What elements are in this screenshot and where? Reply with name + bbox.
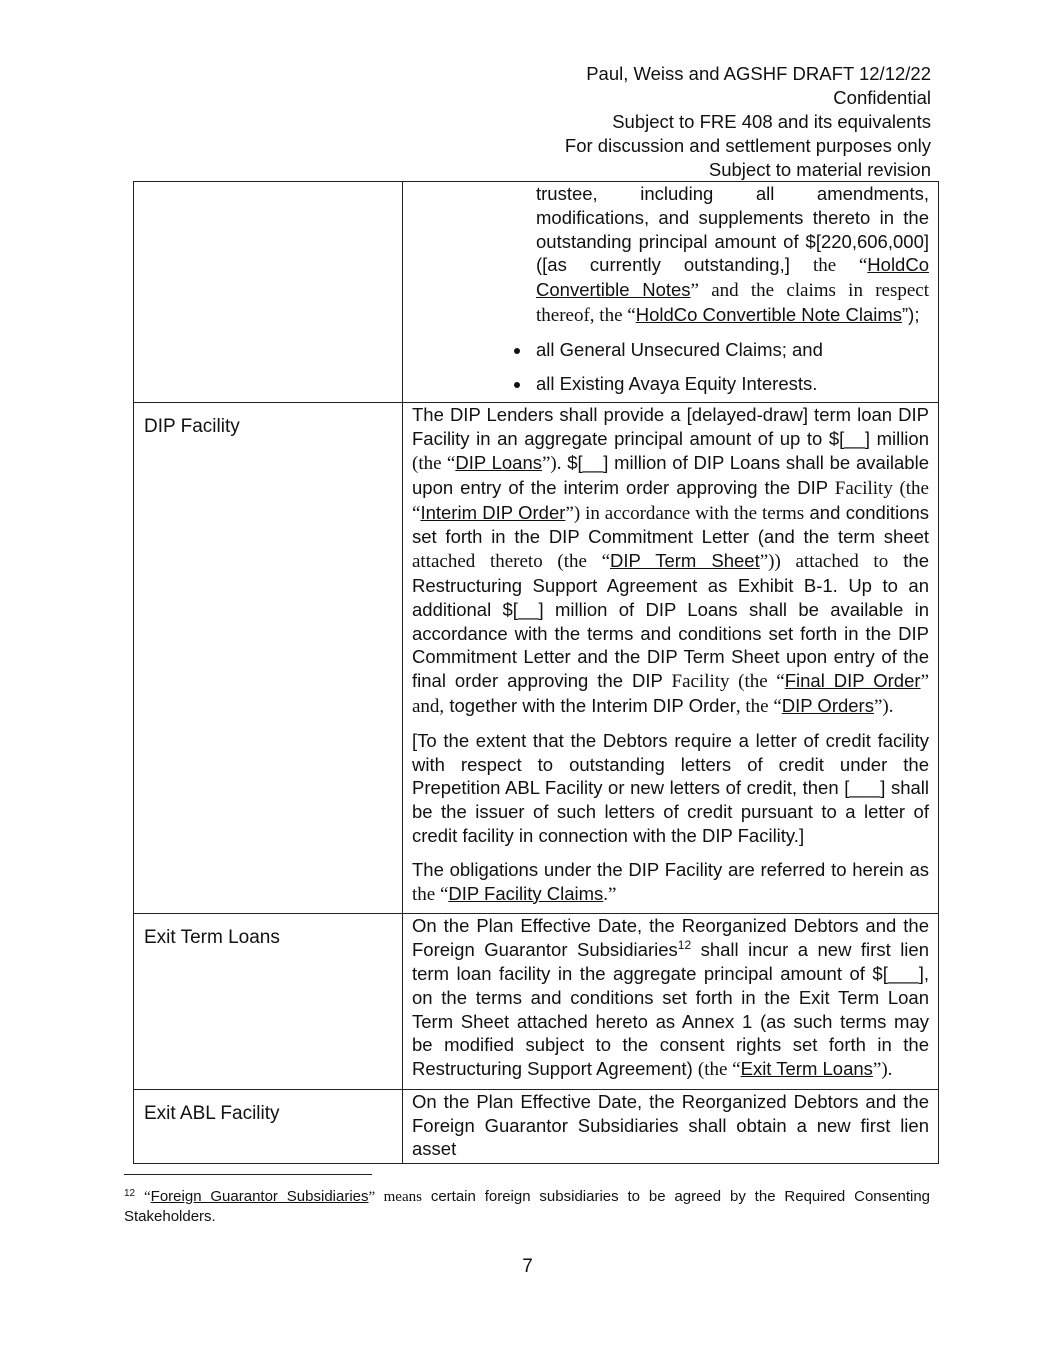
dip-paragraph-1: The DIP Lenders shall provide a [delayed-draw] term loan DIP Facility in an aggregate principal amount of up to $[__] million (the “DIP Loans”). $[__] million of DIP Loans shall be available upon entry of the interim order approving the DIP Facility (the “Interim DIP Order”) in accordance with the terms and conditions set forth in the DIP Commitment Letter (and the term sheet attached thereto (the “DIP Term Sheet”)) attached to the Restructuring Support Agreement as Exhibit B-1. Up to an additional $[__] million of DIP Loans shall be available in accordance with the terms and conditions set forth in the DIP Commitment Letter and the DIP Term Sheet upon entry of the final order approving the DIP Facility (the “Final DIP Order” and, together with the Interim DIP Order, the “DIP Orders”). [412,404,930,717]
footnote-divider [124,1174,372,1175]
term-sheet-table [133,181,939,1164]
header-line-revision: Subject to material revision [708,159,931,180]
exit-abl-paragraph: On the Plan Effective Date, the Reorganized Debtors and the Foreign Guarantor Subsidiaries shall obtain a new first lien asset [412,1090,929,1160]
table-row-continued [134,182,939,403]
row-label-exit-abl-facility: Exit ABL Facility [134,1089,403,1163]
table-row-exit-abl-facility [134,1089,939,1163]
defined-term-holdco-notes: HoldCo Convertible Notes [536,254,929,301]
defined-term-holdco-note-claims: HoldCo Convertible Note Claims [635,303,903,325]
header-line-draft: Paul, Weiss and AGSHF DRAFT 12/12/22 [586,63,931,84]
header-line-confidential: Confidential [833,87,931,108]
footnote-12: $^{12}$ “Foreign Guarantor Subsidiaries” means certain foreign subsidiaries to be agreed by the Required Consenting Stakeholders. [124,1188,931,1225]
dip-paragraph-obligations: The obligations under the DIP Facility are referred to herein as the “DIP Facility Claims.” [412,858,929,905]
defined-term-final-dip-order: Final DIP Order [784,670,921,692]
defined-term-dip-facility-claims: DIP Facility Claims [448,882,604,904]
row-label-dip-facility: DIP Facility [134,403,403,914]
footnote-number: 12 [124,1188,136,1199]
defined-term-exit-term-loans: Exit Term Loans [740,1058,873,1080]
convertible-notes-paragraph: trustee, including all amendments, modifications, and supplements thereto in the outstanding principal amount of $[220,606,000] ([as currently outstanding,] the “HoldCo Convertible Notes” and the claims in respect thereof, the “HoldCo Convertible Note Claims”); [536,183,929,326]
dip-facility-body [403,403,939,914]
row-label-exit-term-loans: Exit Term Loans [134,914,403,1090]
bullet-equity-interests: all Existing Avaya Equity Interests. [412,372,929,396]
dip-paragraph-letter-of-credit: [To the extent that the Debtors require a letter of credit facility with respect to outstanding letters of credit under the Prepetition ABL Facility or new letters of credit, then [___] shall be the issuer of such letters of credit pursuant to a letter of credit facility in connection with the DIP Facility.] [412,729,929,846]
defined-term-dip-term-sheet: DIP Term Sheet [610,550,760,572]
exit-term-paragraph: On the Plan Effective Date, the Reorganized Debtors and the Foreign Guarantor Subsidiaries$^{12}$ shall incur a new first lien term loan facility in the aggregate principal amount of $[___], on the terms and conditions set forth in the Exit Term Loan Term Sheet attached hereto as Annex 1 (as such terms may be modified subject to the consent rights set forth in the Restructuring Support Agreement) (the “Exit Term Loans”). [412,915,929,1081]
defined-term-dip-loans: DIP Loans [455,451,542,473]
header-line-discussion: For discussion and settlement purposes only [564,135,931,156]
footnote-reference[interactable]: 12 [677,938,692,953]
exit-abl-body [403,1089,939,1163]
page-number: 7 [522,1256,533,1277]
defined-term-foreign-guarantor-subsidiaries: Foreign Guarantor Subsidiaries [150,1188,369,1205]
defined-term-interim-dip-order: Interim DIP Order [420,501,566,523]
table-row-dip-facility [134,403,939,914]
bullet-general-unsecured: all General Unsecured Claims; and [412,338,929,362]
label-cell-empty [134,182,403,403]
exit-term-loans-body [403,914,939,1090]
defined-term-dip-orders: DIP Orders [781,694,874,716]
continued-cell [403,182,939,403]
header-line-fre408: Subject to FRE 408 and its equivalents [612,111,931,132]
table-row-exit-term-loans [134,914,939,1090]
draft-header [565,62,931,182]
